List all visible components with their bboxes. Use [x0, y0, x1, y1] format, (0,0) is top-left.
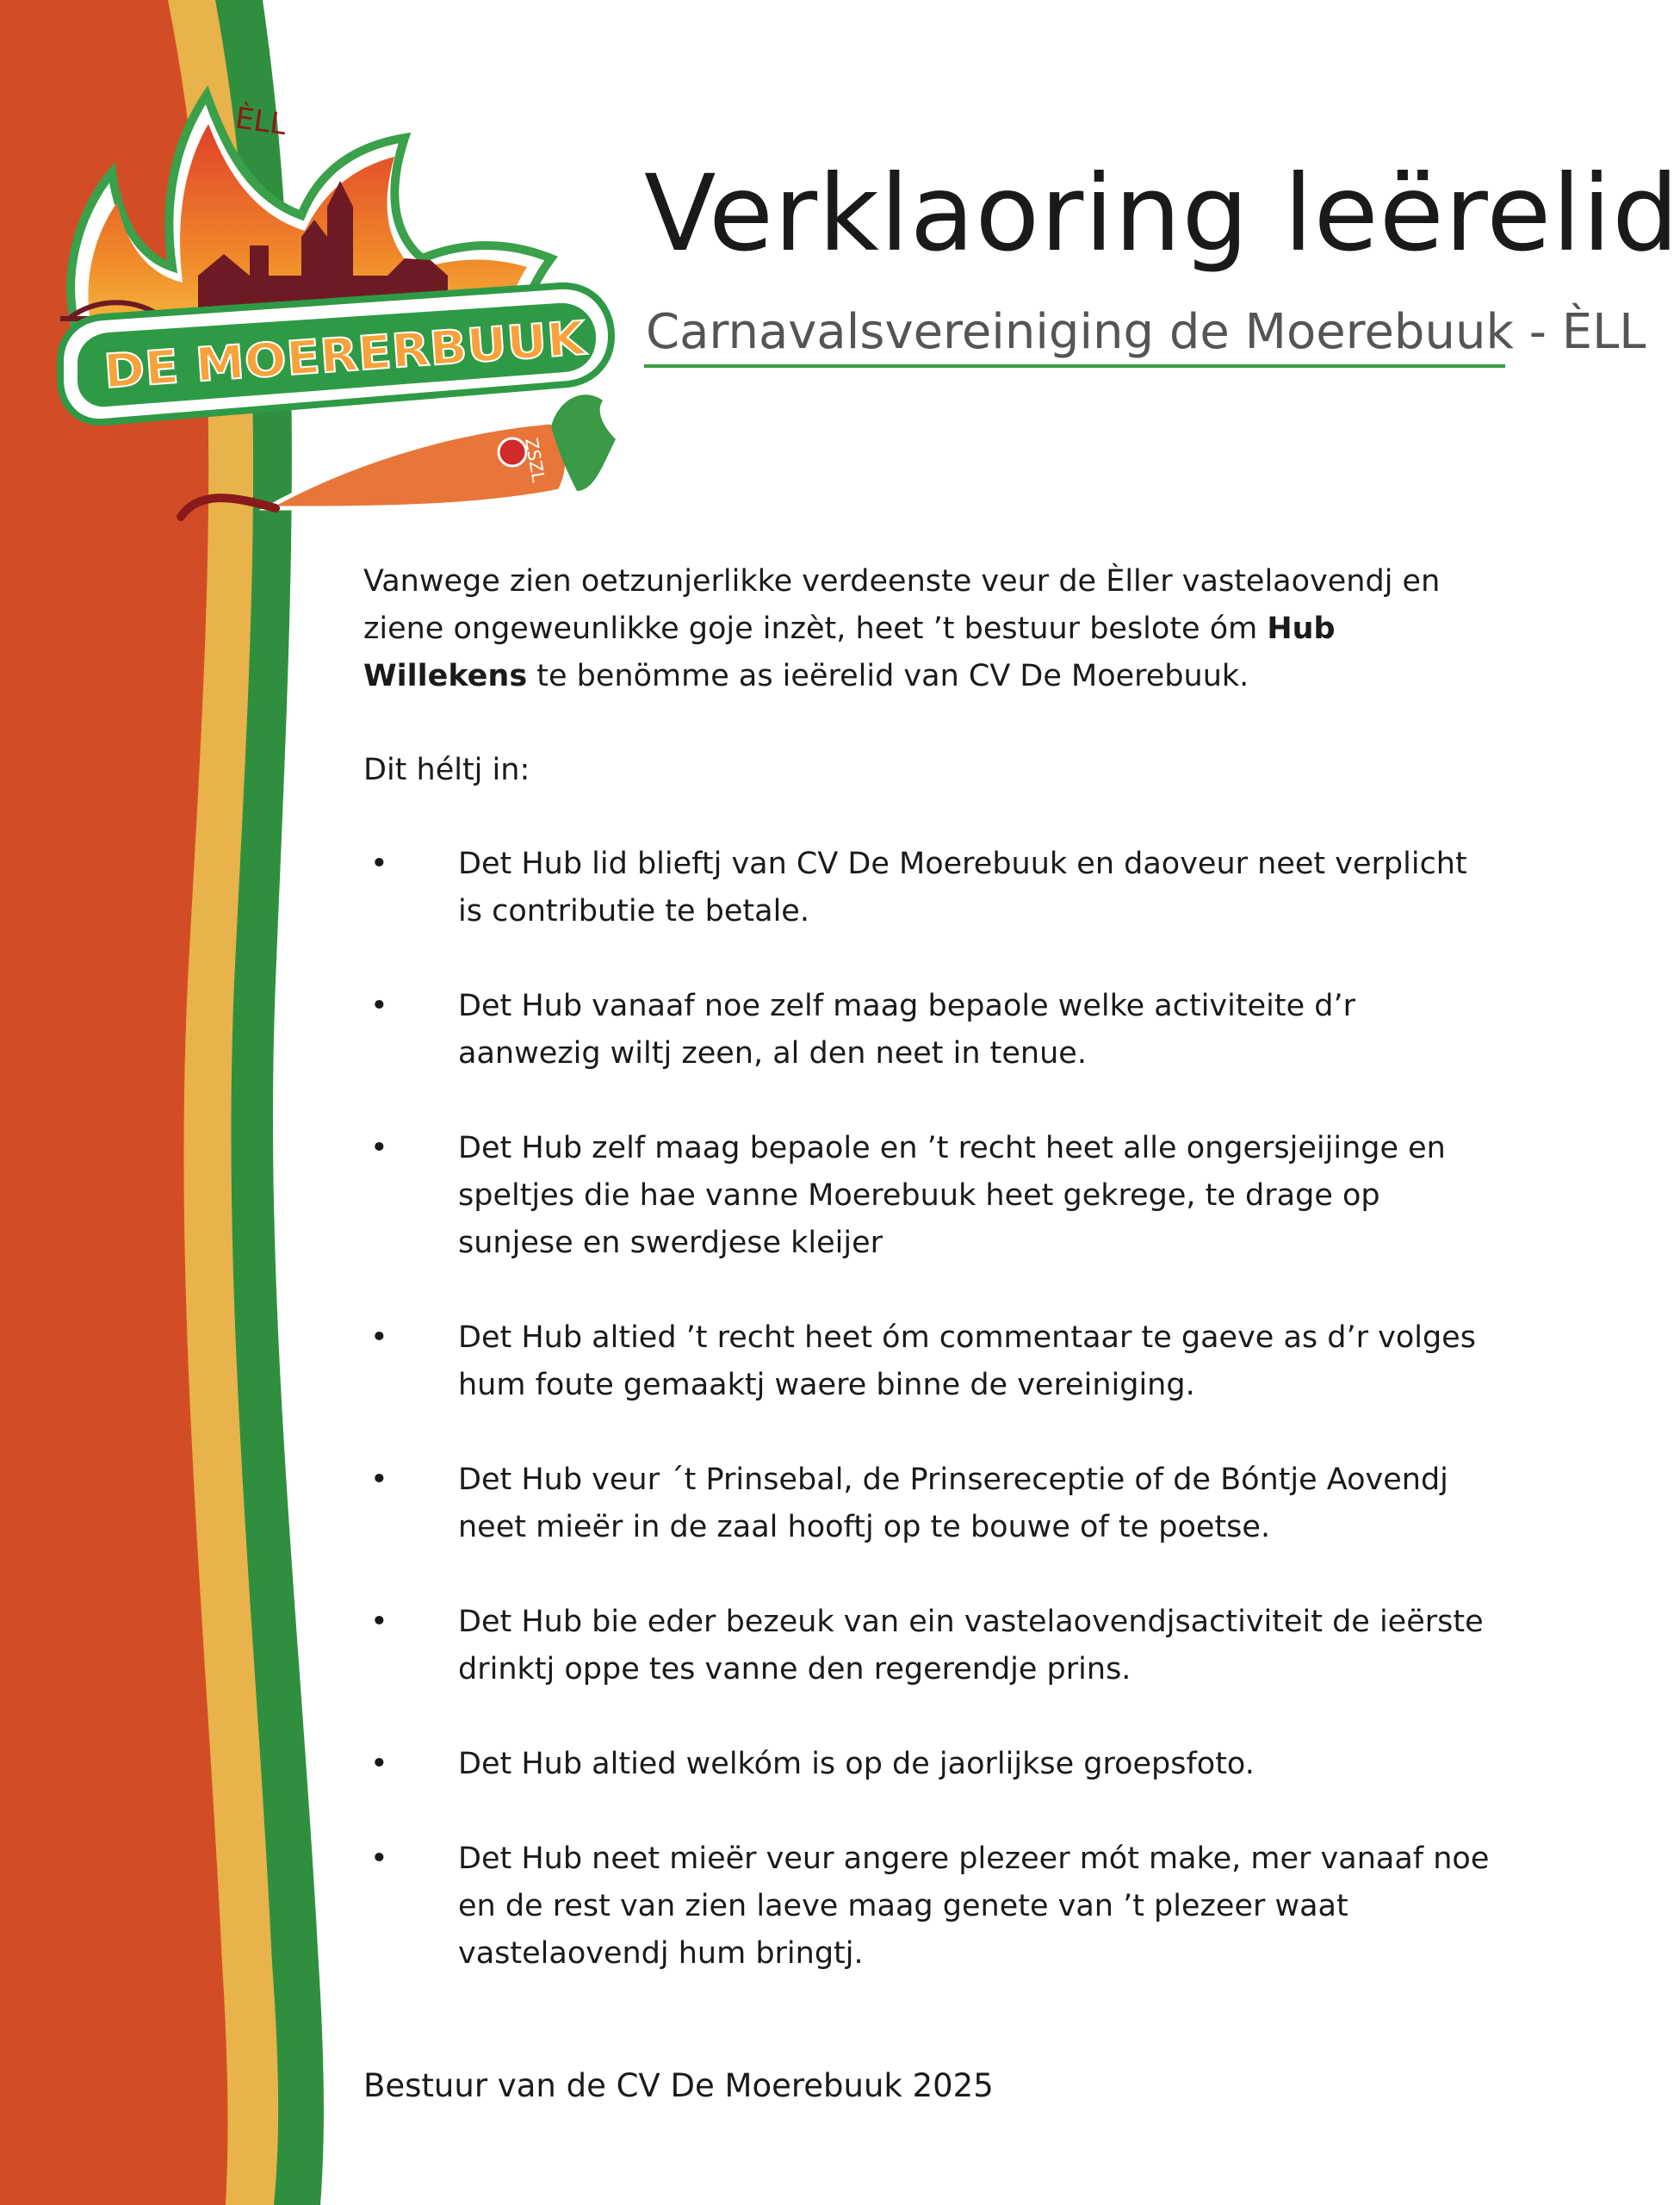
list-item	[363, 1835, 1500, 1978]
bullet: •	[370, 989, 388, 1023]
intro-text-before: Vanwege zien oetzunjerlikke verdeenste veur de Èller vastelaovendj en ziene ongeweunlikke goje inzèt, heet ’t bestuur beslote óm	[363, 564, 1441, 646]
bullet: •	[370, 1747, 388, 1781]
list-item	[363, 1125, 1500, 1267]
honoree-name: Hub Willekens	[363, 612, 1336, 693]
list-item	[363, 1314, 1500, 1409]
bullet: •	[370, 1463, 388, 1497]
bullet: •	[370, 1842, 388, 1876]
page-subtitle: Carnavalsvereiniging de Moerebuuk - ÈLL	[646, 304, 1646, 360]
bullet: •	[370, 1605, 388, 1639]
logo-top-text: ÈLL	[232, 101, 289, 143]
list-item-text: Det Hub bie eder bezeuk van ein vastelaovendjsactiviteit de ieërste drinktj oppe tes vanne den regerendje prins.	[458, 1605, 1484, 1686]
bullet: •	[370, 847, 388, 881]
carrot-badge-text: ZSZL	[521, 436, 549, 484]
title-underline	[644, 364, 1505, 368]
carrot-handle	[181, 498, 276, 517]
intro-paragraph	[363, 558, 1500, 700]
footer-signature: Bestuur van de CV De Moerebuuk 2025	[363, 2067, 994, 2104]
list-item-text: Det Hub neet mieër veur angere plezeer mót make, mer vanaaf noe en de rest van zien laeve maag genete van ’t plezeer waat vastelaovendj hum bringtj.	[458, 1842, 1490, 1971]
privileges-list	[363, 841, 1500, 1978]
list-item-text: Det Hub veur ´t Prinsebal, de Prinsereceptie of de Bóntje Aovendj neet mieër in de zaal hooftj op te bouwe of te poetse.	[458, 1463, 1448, 1544]
list-item	[363, 1741, 1500, 1788]
logo-banner-text: DE MOERERBUUK	[102, 313, 560, 399]
carrot	[267, 422, 567, 508]
list-item-text: Det Hub vanaaf noe zelf maag bepaole welke activiteite d’r aanwezig wiltj zeen, al den neet in tenue.	[458, 989, 1355, 1071]
bullet: •	[370, 1320, 388, 1355]
de-moerebuuk-logo	[43, 60, 646, 560]
list-item	[363, 1457, 1500, 1551]
intro-text-after: te benömme as ieërelid van CV De Moerebuuk.	[527, 659, 1249, 693]
bullet: •	[370, 1131, 388, 1165]
list-item	[363, 1599, 1500, 1693]
list-item	[363, 841, 1500, 935]
list-item-text: Det Hub altied welkóm is op de jaorlijkse groepsfoto.	[458, 1747, 1255, 1781]
document-body	[363, 558, 1500, 2025]
list-item	[363, 983, 1500, 1078]
list-item-text: Det Hub lid blieftj van CV De Moerebuuk en daoveur neet verplicht is contributie te betale.	[458, 847, 1467, 929]
list-item-text: Det Hub altied ’t recht heet óm commentaar te gaeve as d’r volges hum foute gemaaktj waere binne de vereiniging.	[458, 1320, 1476, 1402]
dit-heltj-in: Dit héltj in:	[363, 753, 530, 787]
page-title: Verklaoring leërelid	[644, 152, 1680, 275]
list-item-text: Det Hub zelf maag bepaole en ’t recht heet alle ongersjeijinge en speltjes die hae vanne Moerebuuk heet gekrege, te drage op sunjese en swerdjese kleijer	[458, 1131, 1446, 1260]
